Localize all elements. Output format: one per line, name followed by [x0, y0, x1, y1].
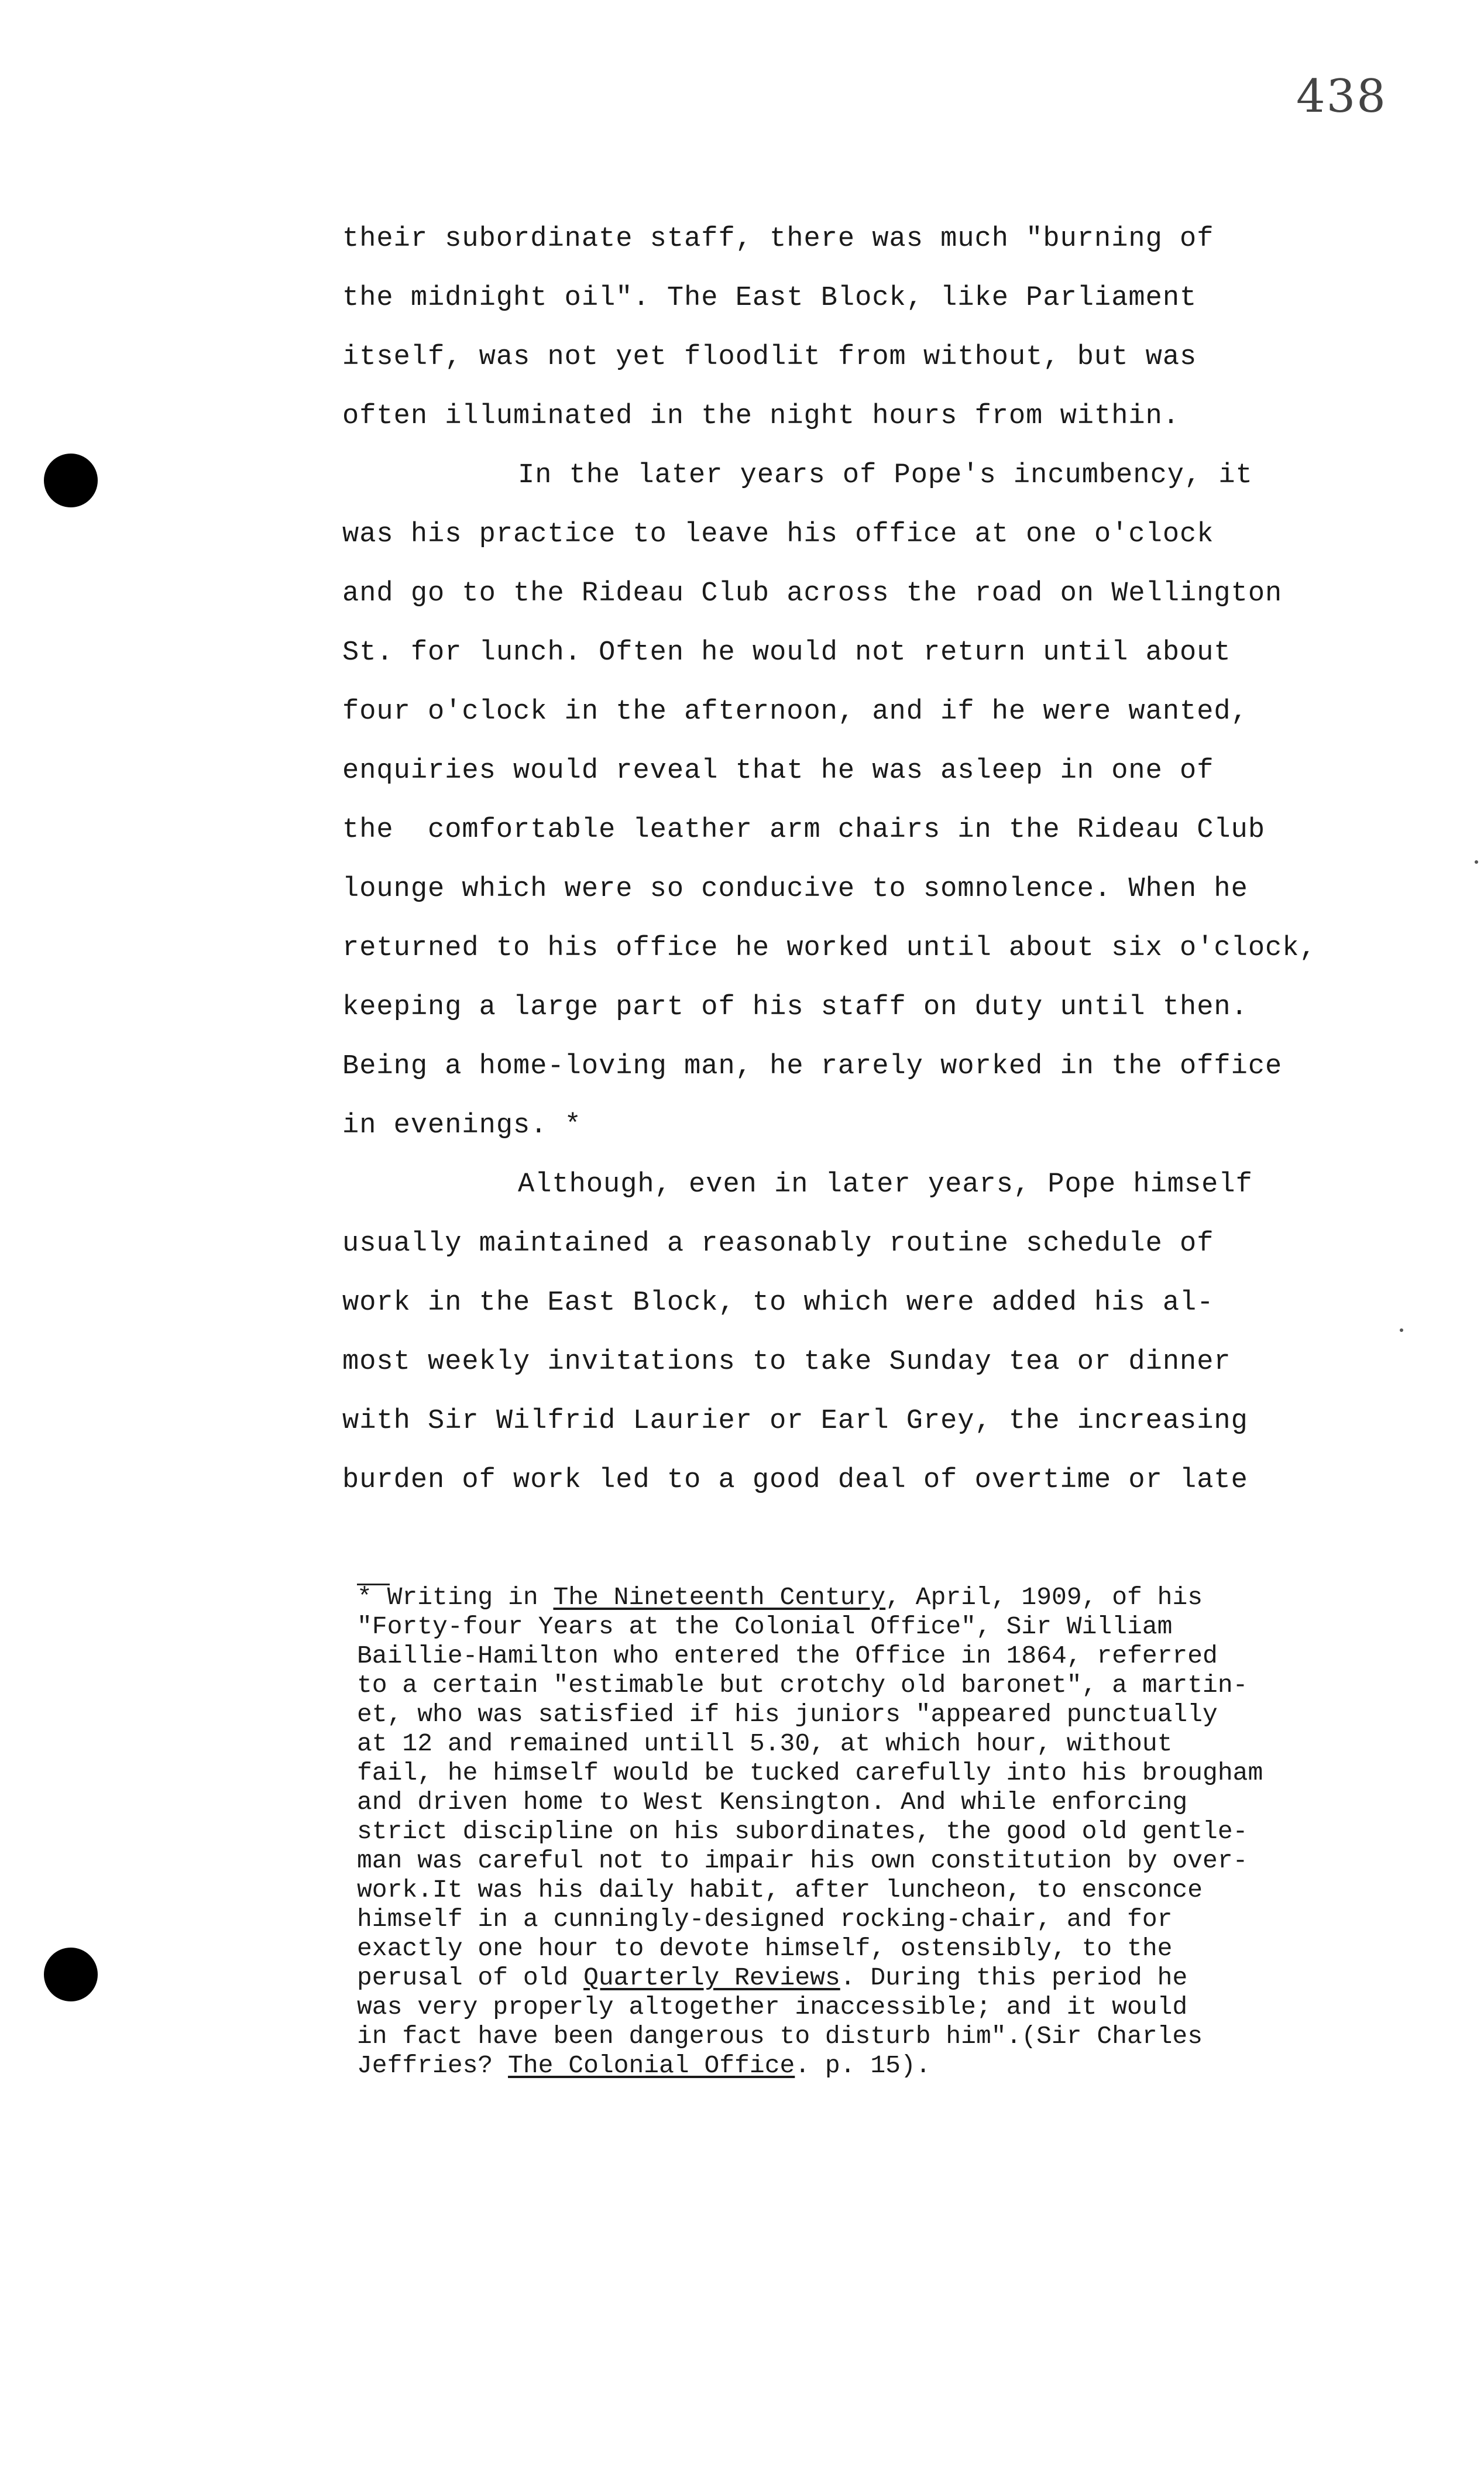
- footnote-title-underlined: The Nineteenth Century: [553, 1583, 886, 1612]
- footnote: [357, 1583, 1445, 2080]
- footnote-line: was very properly altogether inaccessible; and it would: [357, 1993, 1188, 2021]
- footnote-line: and driven home to West Kensington. And while enforcing: [357, 1788, 1188, 1816]
- body-line: in evenings. *: [342, 1110, 582, 1141]
- footnote-title-underlined: The Colonial Office: [508, 2051, 795, 2080]
- body-line: was his practice to leave his office at one o'clock: [342, 519, 1214, 550]
- footnote-title-underlined: Quarterly Reviews: [583, 1963, 840, 1992]
- footnote-text: . During this period he: [840, 1963, 1188, 1992]
- body-line: Being a home-loving man, he rarely worked in the office: [342, 1051, 1283, 1082]
- footnote-line: [357, 1583, 1445, 1612]
- margin-speck: [1400, 1328, 1403, 1332]
- body-line: with Sir Wilfrid Laurier or Earl Grey, the increasing: [342, 1406, 1248, 1437]
- footnote-line: et, who was satisfied if his juniors "appeared punctually: [357, 1700, 1218, 1729]
- footnote-line: at 12 and remained untill 5.30, at which hour, without: [357, 1729, 1173, 1758]
- margin-speck: [1475, 860, 1478, 864]
- footnote-line: to a certain "estimable but crotchy old baronet", a martin-: [357, 1671, 1248, 1699]
- footnote-line: "Forty-four Years at the Colonial Office", Sir William: [357, 1612, 1173, 1641]
- body-line: and go to the Rideau Club across the road on Wellington: [342, 578, 1283, 609]
- body-line: enquiries would reveal that he was asleep in one of: [342, 756, 1214, 787]
- footnote-line: work.It was his daily habit, after luncheon, to ensconce: [357, 1876, 1203, 1904]
- body-line: four o'clock in the afternoon, and if he were wanted,: [342, 696, 1248, 727]
- footnote-line: [357, 1963, 1445, 1993]
- footnote-line: Baillie-Hamilton who entered the Office in 1864, referred: [357, 1642, 1218, 1670]
- body-line: work in the East Block, to which were added his al-: [342, 1287, 1214, 1318]
- body-line: In the later years of Pope's incumbency, it: [518, 460, 1253, 491]
- body-line: the comfortable leather arm chairs in the Rideau Club: [342, 815, 1266, 846]
- footnote-text: . p. 15).: [795, 2051, 931, 2080]
- body-line: Although, even in later years, Pope himself: [518, 1169, 1253, 1200]
- body-line: usually maintained a reasonably routine schedule of: [342, 1228, 1214, 1259]
- body-line: keeping a large part of his staff on duty until then.: [342, 992, 1248, 1023]
- footnote-text: Jeffries?: [357, 2051, 509, 2080]
- punch-hole-bottom: [44, 1948, 98, 2001]
- footnote-text: perusal of old: [357, 1963, 584, 1992]
- body-line: their subordinate staff, there was much "burning of: [342, 224, 1214, 255]
- page-number: 438: [1296, 70, 1387, 123]
- footnote-line: strict discipline on his subordinates, the good old gentle-: [357, 1817, 1248, 1846]
- body-line: lounge which were so conducive to somnolence. When he: [342, 874, 1248, 905]
- footnote-line: man was careful not to impair his own constitution by over-: [357, 1846, 1248, 1875]
- footnote-line: fail, he himself would be tucked carefully into his brougham: [357, 1759, 1263, 1787]
- body-line: itself, was not yet floodlit from without, but was: [342, 342, 1197, 373]
- body-line: often illuminated in the night hours from within.: [342, 401, 1180, 432]
- body-line: St. for lunch. Often he would not return until about: [342, 637, 1231, 668]
- footnote-line: in fact have been dangerous to disturb him".(Sir Charles: [357, 2022, 1203, 2051]
- footnote-line: [357, 2051, 1445, 2080]
- footnote-text: , April, 1909, of his: [885, 1583, 1203, 1612]
- footnote-text: * Writing in: [357, 1583, 554, 1612]
- footnote-line: exactly one hour to devote himself, ostensibly, to the: [357, 1934, 1173, 1963]
- punch-hole-top: [44, 454, 98, 507]
- body-line: burden of work led to a good deal of overtime or late: [342, 1465, 1248, 1496]
- body-line: returned to his office he worked until about six o'clock,: [342, 933, 1317, 964]
- footnote-line: himself in a cunningly-designed rocking-chair, and for: [357, 1905, 1173, 1934]
- body-text: [342, 210, 1384, 1510]
- body-line: most weekly invitations to take Sunday tea or dinner: [342, 1347, 1231, 1378]
- body-line: the midnight oil". The East Block, like Parliament: [342, 283, 1197, 314]
